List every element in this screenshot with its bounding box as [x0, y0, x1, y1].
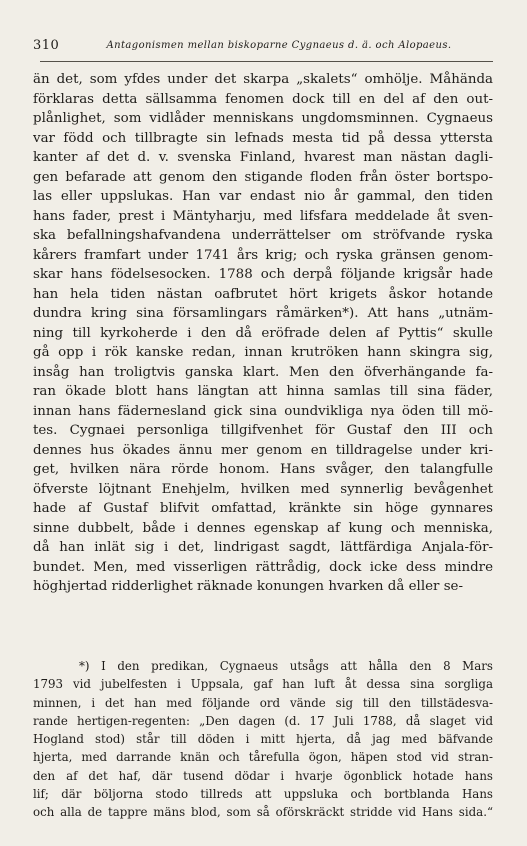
footnote-line: minnen, i det han med följande ord vände sig till den tillstädesva-	[33, 695, 493, 710]
page-header	[33, 36, 493, 56]
text-line: plånlighet, som vidlåder menniskans ungdomsminnen. Cygnaeus	[33, 111, 493, 126]
text-line: än det, som yfdes under det skarpa „skalets“ omhölje. Måhända	[33, 72, 493, 87]
footnote-line: Hogland stod) står till döden i mitt hjerta, då jag med bäfvande	[33, 732, 493, 747]
text-line: dennes hus ökades ännu mer genom en tilldragelse under kri-	[33, 442, 493, 458]
text-line: ska befallningshafvandena underrättelser om ströfvande ryska	[33, 228, 493, 243]
text-line: öfverste löjtnant Enehjelm, hvilken med synnerlig bevågenhet	[33, 481, 493, 497]
page-number: 310	[33, 38, 60, 53]
header-rule	[40, 61, 493, 62]
text-line: insåg han troligtvis ganska klart. Men den öfverhängande fa-	[33, 364, 493, 380]
text-line: förklaras detta sällsamma fenomen dock till en del af den out-	[33, 91, 493, 107]
text-line: ning till kyrkoherde i den då eröfrade delen af Pyttis“ skulle	[33, 325, 493, 341]
text-line: get, hvilken nära rörde honom. Hans svåger, den talangfulle	[33, 462, 493, 477]
text-line: kanter af det d. v. svenska Finland, hvarest man nästan dagli-	[33, 150, 493, 165]
text-line: innan hans fäderneslаnd gick sina oundvikliga nya öden till mö-	[33, 403, 493, 419]
body-text	[33, 70, 493, 597]
text-line: gen befarade att genom den stigande floden från öster bortspo-	[33, 169, 493, 185]
text-line: ran ökade blott hans längtan att hinna samlas till sina fäder,	[33, 384, 493, 399]
text-line: sinne dubbelt, både i dennes egenskap af kung och menniska,	[33, 520, 493, 536]
footnote-line: lif; där böljorna stodo tillreds att uppsluka och bortblanda Hans	[33, 787, 493, 802]
text-line: gå opp i rök kanske redan, innan krutröken hann skingra sig,	[33, 345, 493, 360]
text-line: hade af Gustaf blifvit omfattad, kränkte sin höge gynnares	[33, 501, 493, 516]
text-line: skar hans födelsesocken. 1788 och derpå följande krigsår hade	[33, 267, 493, 282]
text-line: kårers framfart under 1741 års krig; och ryska gränsen genom-	[33, 247, 493, 263]
text-line: höghjertad ridderlighet räknade konungen hvarken då eller se-	[33, 579, 464, 594]
text-line: las eller uppslukas. Han var endast nio år gammal, den tiden	[33, 189, 493, 204]
text-line: tes. Cygnaei personliga tillgifvenhet för Gustaf den III och	[33, 423, 493, 438]
footnote-line: rande hertigen-regenten: „Den dagen (d. 17 Juli 1788, då slaget vid	[33, 713, 493, 728]
footnote-line: och alla de tappre mäns blod, som så oförskräckt stridde vid Hans sida.“	[33, 805, 493, 820]
footnote	[33, 657, 493, 822]
footnote-line: den af det haf, där tusend dödar i hvarje ögonblick hotade hans	[33, 768, 493, 783]
text-line: dundra kring sina församlingars råmärken*). Att hans „utnäm-	[33, 306, 493, 321]
text-line: han hela tiden nästan oafbrutet hört krigets åskor hotande	[33, 286, 493, 302]
footnote-line: 1793 vid jubelfesten i Uppsala, gaf han luft åt dessa sina sorgliga	[33, 677, 493, 692]
text-line: hans fader, prest i Mäntyharju, med lifsfara meddelade åt sven-	[33, 208, 493, 224]
running-title: Antagonismen mellan biskoparne Cygnaeus d. ä. och Alopaeus.	[106, 40, 452, 51]
footnote-line: *) I den predikan, Cygnaeus utsågs att hålla den 8 Mars	[79, 659, 493, 673]
text-line: bundet. Men, med visserligen rättrådig, dock icke dess mindre	[33, 559, 493, 575]
text-line: var född och tillbragte sin lefnads mesta tid på dessa yttersta	[33, 130, 493, 146]
text-line: då han inlät sig i det, lindrigast sagdt, lättfärdiga Anjala-för-	[33, 540, 493, 555]
footnote-line: hjerta, med darrande knän och tårefulla ögon, häpen stod vid stran-	[33, 750, 493, 765]
